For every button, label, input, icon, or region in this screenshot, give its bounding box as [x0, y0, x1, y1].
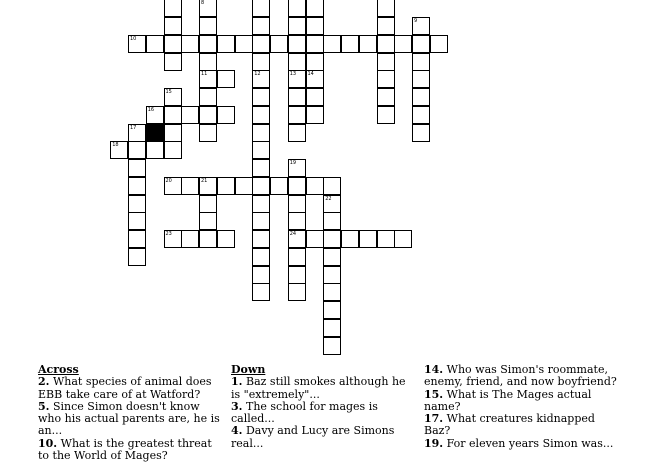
grid-cell[interactable] — [252, 141, 270, 159]
grid-cell[interactable] — [306, 70, 324, 88]
grid-cell[interactable] — [199, 17, 217, 35]
grid-cell[interactable] — [128, 141, 146, 159]
grid-cell[interactable] — [288, 106, 306, 124]
grid-cell[interactable] — [270, 177, 288, 195]
grid-cell[interactable] — [217, 230, 235, 248]
grid-cell[interactable] — [252, 212, 270, 230]
grid-cell[interactable] — [235, 177, 253, 195]
clue-17: 17. What creatures kidnapped Baz? — [424, 412, 595, 438]
grid-cell[interactable] — [412, 124, 430, 142]
grid-cell[interactable] — [199, 35, 217, 53]
grid-cell[interactable] — [217, 177, 235, 195]
grid-cell[interactable] — [199, 88, 217, 106]
grid-cell[interactable] — [164, 124, 182, 142]
grid-cell[interactable] — [412, 53, 430, 71]
grid-cell[interactable] — [252, 106, 270, 124]
grid-cell[interactable] — [128, 248, 146, 266]
grid-cell[interactable] — [377, 53, 395, 71]
cell-number: 13 — [289, 71, 297, 78]
grid-cell[interactable] — [377, 88, 395, 106]
cell-number: 12 — [254, 71, 261, 78]
grid-cell[interactable] — [323, 248, 341, 266]
grid-cell[interactable] — [164, 141, 182, 159]
grid-cell[interactable] — [377, 35, 395, 53]
grid-cell[interactable] — [128, 35, 146, 53]
grid-cell[interactable] — [323, 35, 341, 53]
grid-cell[interactable] — [288, 88, 306, 106]
grid-cell[interactable] — [288, 53, 306, 71]
grid-cell[interactable] — [306, 88, 324, 106]
grid-cell[interactable] — [235, 35, 253, 53]
grid-cell[interactable] — [288, 124, 306, 142]
grid-cell[interactable] — [323, 319, 341, 337]
clue-down-1: 1. Baz still smokes although he is "extremely"... — [231, 375, 406, 401]
grid-cell[interactable] — [252, 88, 270, 106]
grid-cell[interactable] — [128, 230, 146, 248]
grid-cell[interactable] — [199, 177, 217, 195]
grid-cell[interactable] — [288, 266, 306, 284]
grid-cell[interactable] — [252, 177, 270, 195]
grid-cell[interactable] — [323, 177, 341, 195]
grid-cell[interactable] — [412, 35, 430, 53]
cell-number: 9 — [414, 18, 418, 24]
grid-cell[interactable] — [288, 70, 306, 88]
cell-number: 11 — [201, 71, 208, 78]
grid-cell[interactable] — [181, 35, 199, 53]
grid-cell[interactable] — [306, 230, 324, 248]
grid-cell[interactable] — [288, 177, 306, 195]
grid-cell[interactable] — [341, 35, 359, 53]
grid-cell[interactable] — [306, 17, 324, 35]
cell-number: 16 — [147, 106, 155, 113]
grid-cell[interactable] — [252, 17, 270, 35]
cell-number: 14 — [307, 71, 314, 78]
grid-cell[interactable] — [164, 230, 182, 248]
down-heading: Down — [231, 363, 266, 376]
grid-cell[interactable] — [306, 106, 324, 124]
clue-15: 15. What is The Mages actual name? — [424, 387, 592, 413]
clue-across-10: 10. What is the greatest threat to the World of Mages? — [38, 436, 212, 462]
grid-cell[interactable] — [306, 53, 324, 71]
grid-cell[interactable] — [128, 195, 146, 213]
grid-cell[interactable] — [252, 195, 270, 213]
grid-cell[interactable] — [252, 266, 270, 284]
down-clues — [231, 364, 411, 450]
grid-cell[interactable] — [217, 106, 235, 124]
cell-number: 24 — [289, 231, 297, 237]
grid-cell[interactable] — [128, 124, 146, 142]
grid-cell[interactable] — [306, 0, 324, 17]
grid-cell[interactable] — [323, 301, 341, 319]
grid-cell[interactable] — [199, 124, 217, 142]
grid-cell[interactable] — [288, 0, 306, 17]
grid-cell[interactable] — [288, 159, 306, 177]
clue-14: 14. Who was Simon's roommate, enemy, friend, and now boyfriend? — [424, 363, 617, 389]
grid-cell[interactable] — [252, 248, 270, 266]
grid-cell[interactable] — [199, 230, 217, 248]
grid-cell[interactable] — [341, 230, 359, 248]
grid-cell[interactable] — [394, 230, 412, 248]
grid-cell[interactable] — [377, 230, 395, 248]
clue-across-5: 5. Since Simon doesn't know who his actual parents are, he is an... — [38, 399, 220, 438]
grid-cell[interactable] — [164, 0, 182, 17]
grid-cell[interactable] — [252, 283, 270, 301]
cell-number: 18 — [112, 142, 119, 149]
grid-cell[interactable] — [128, 212, 146, 230]
grid-cell[interactable] — [164, 88, 182, 106]
grid-cell[interactable] — [288, 230, 306, 248]
cell-number: 19 — [289, 160, 297, 166]
cell-number: 15 — [165, 89, 172, 95]
grid-cell[interactable] — [128, 159, 146, 177]
cell-number: 8 — [201, 0, 205, 7]
grid-cell[interactable] — [199, 0, 217, 17]
clue-down-4: 4. Davy and Lucy are Simons real... — [231, 424, 395, 450]
grid-cell[interactable] — [146, 106, 164, 124]
grid-cell[interactable] — [252, 230, 270, 248]
grid-cell[interactable] — [412, 88, 430, 106]
grid-cell[interactable] — [110, 141, 128, 159]
grid-cell[interactable] — [359, 35, 377, 53]
grid-cell[interactable] — [199, 70, 217, 88]
black-square — [146, 124, 164, 142]
grid-cell[interactable] — [270, 35, 288, 53]
grid-cell[interactable] — [288, 17, 306, 35]
grid-cell[interactable] — [377, 70, 395, 88]
clue-down-3: 3. The school for mages is called... — [231, 399, 378, 426]
grid-cell[interactable] — [306, 177, 324, 195]
grid-cell[interactable] — [199, 53, 217, 71]
cell-number: 21 — [201, 177, 208, 184]
grid-cell[interactable] — [323, 195, 341, 213]
clue-19: 19. For eleven years Simon was... — [424, 436, 614, 450]
grid-cell[interactable] — [288, 212, 306, 230]
grid-cell[interactable] — [323, 283, 341, 301]
grid-cell[interactable] — [252, 35, 270, 53]
grid-cell[interactable] — [359, 230, 377, 248]
grid-cell[interactable] — [306, 35, 324, 53]
cell-number: 10 — [130, 35, 137, 42]
clue-across-2: 2. What species of animal does EBB take care of at Watford? — [38, 375, 212, 401]
grid-cell[interactable] — [164, 177, 182, 195]
cell-number: 20 — [165, 177, 172, 184]
cell-number: 17 — [130, 124, 137, 131]
grid-cell[interactable] — [377, 0, 395, 17]
grid-cell[interactable] — [199, 212, 217, 230]
more-clues — [424, 364, 624, 450]
across-clues — [38, 364, 223, 462]
grid-cell[interactable] — [164, 35, 182, 53]
grid-cell[interactable] — [199, 195, 217, 213]
grid-cell[interactable] — [412, 70, 430, 88]
across-heading: Across — [38, 363, 79, 376]
grid-cell[interactable] — [412, 17, 430, 35]
grid-cell[interactable] — [199, 106, 217, 124]
grid-cell[interactable] — [288, 35, 306, 53]
grid-cell[interactable] — [377, 106, 395, 124]
grid-cell[interactable] — [128, 177, 146, 195]
grid-cell[interactable] — [164, 53, 182, 71]
grid-cell[interactable] — [252, 159, 270, 177]
grid-cell[interactable] — [164, 106, 182, 124]
grid-cell[interactable] — [252, 70, 270, 88]
cell-number: 23 — [165, 231, 172, 237]
grid-cell[interactable] — [412, 106, 430, 124]
grid-cell[interactable] — [146, 141, 164, 159]
grid-cell[interactable] — [217, 35, 235, 53]
grid-cell[interactable] — [217, 70, 235, 88]
cell-number: 22 — [325, 195, 332, 202]
grid-cell[interactable] — [164, 17, 182, 35]
grid-cell[interactable] — [252, 53, 270, 71]
grid-cell[interactable] — [323, 230, 341, 248]
grid-cell[interactable] — [288, 248, 306, 266]
grid-cell[interactable] — [394, 35, 412, 53]
grid-cell[interactable] — [181, 177, 199, 195]
grid-cell[interactable] — [252, 0, 270, 17]
grid-cell[interactable] — [252, 124, 270, 142]
grid-cell[interactable] — [430, 35, 448, 53]
grid-cell[interactable] — [377, 17, 395, 35]
grid-cell[interactable] — [181, 106, 199, 124]
grid-cell[interactable] — [288, 283, 306, 301]
grid-cell[interactable] — [323, 266, 341, 284]
grid-cell[interactable] — [181, 230, 199, 248]
grid-cell[interactable] — [288, 195, 306, 213]
grid-cell[interactable] — [323, 337, 341, 355]
grid-cell[interactable] — [146, 35, 164, 53]
grid-cell[interactable] — [323, 212, 341, 230]
